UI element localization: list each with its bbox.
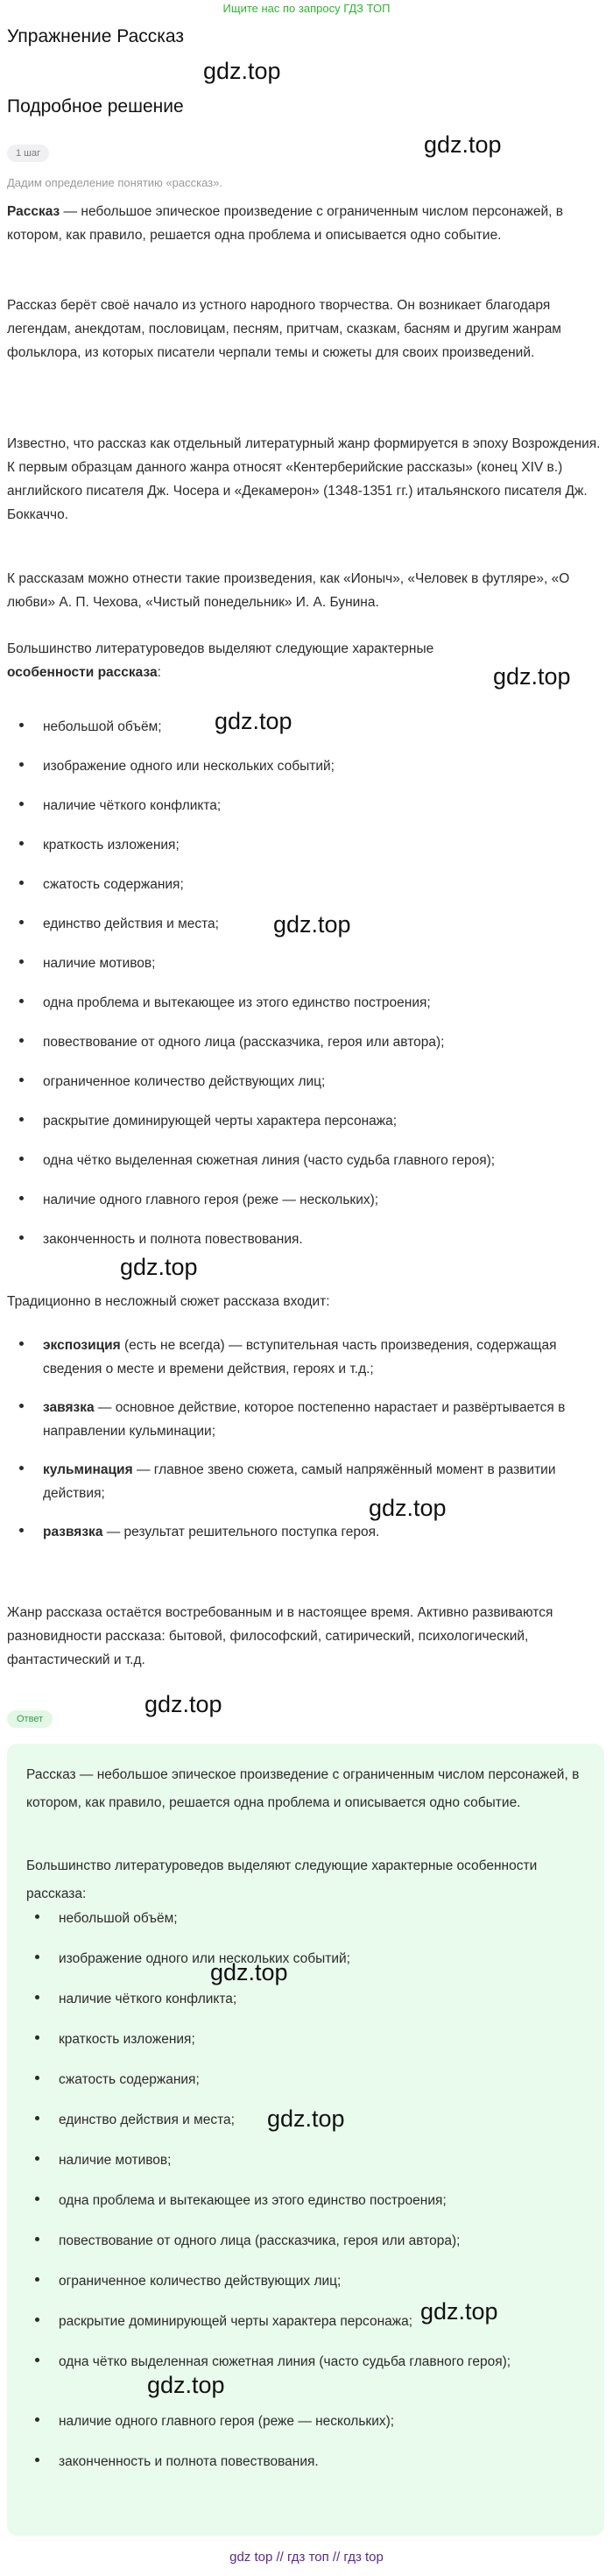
watermark: gdz.top [267,2105,345,2132]
list-item: небольшой объём; [19,715,597,754]
plot-list [19,1334,597,1559]
watermark: gdz.top [424,131,502,158]
list-item [19,1396,597,1443]
plot-text: — главное звено сюжета, самый напряжённый момент в развитии действия; [43,1462,556,1501]
genre-paragraph: Жанр рассказа остаётся востребованным и в настоящее время. Активно развиваются разновидности рассказа: бытовой, философский, сатирический, психологический, фантастический и т.д. [7,1605,553,1667]
watermark: gdz.top [120,1254,198,1280]
footer-links[interactable]: gdz top // гдз топ // гдз top [229,2550,384,2565]
list-item: сжатость содержания; [19,873,597,912]
list-item: краткость изложения; [19,833,597,873]
list-item: одна проблема и вытекающее из этого единство построения; [19,991,597,1030]
list-item: единство действия и места; [35,2108,578,2148]
watermark: gdz.top [144,1691,222,1717]
list-item [19,1520,597,1544]
list-item [19,1458,597,1505]
watermark: gdz.top [203,58,281,84]
watermark: gdz.top [147,2372,225,2398]
list-item: сжатость содержания; [35,2068,578,2108]
answer-box [7,1744,604,2536]
list-item: наличие одного главного героя (реже — нескольких); [35,2410,578,2450]
list-item: раскрытие доминирующей черты характера персонажа; [19,1109,597,1149]
list-item: изображение одного или нескольких событий; [19,754,597,794]
definition-text: — небольшое эпическое произведение с ограниченным числом персонажей, в котором, как правило, решается одна проблема и описывается одно событие. [7,204,563,243]
history-paragraph: Известно, что рассказ как отдельный литературный жанр формируется в эпоху Возрождения. К первым образцам данного жанра относят «Кентерберийские рассказы» (конец XIV в.) английского писателя Дж. Чосера и «Декамерон» (1348-1351 гг.) итальянского писателя Дж. Боккаччо. [7,436,601,522]
list-item: наличие одного главного героя (реже — нескольких); [19,1188,597,1228]
list-item: наличие мотивов; [19,952,597,991]
features-lead-bold: особенности рассказа [7,665,158,680]
answer-features-list [35,1907,578,2490]
answer-badge: Ответ [7,1710,53,1728]
list-item: наличие чёткого конфликта; [35,1987,578,2028]
watermark: gdz.top [215,708,292,734]
list-item: единство действия и места; [19,912,597,952]
list-item: законченность и полнота повествования. [19,1228,597,1267]
section-title: Подробное решение [7,96,184,117]
plot-text: — основное действие, которое постепенно нарастает и развёртывается в направлении кульминации; [43,1400,566,1439]
plot-term: кульминация [43,1462,133,1477]
watermark: gdz.top [369,1495,447,1521]
list-item: законченность и полнота повествования. [35,2450,578,2490]
list-item: одна чётко выделенная сюжетная линия (часто судьба главного героя); [19,1149,597,1188]
origin-paragraph: Рассказ берёт своё начало из устного народного творчества. Он возникает благодаря легендам, анекдотам, пословицам, песням, притчам, сказкам, басням и другим жанрам фольклора, из которых писатели черпали темы и сюжеты для своих произведений. [7,298,561,360]
list-item: одна чётко выделенная сюжетная линия (часто судьба главного героя); [35,2350,578,2410]
list-item: небольшой объём; [35,1907,578,1947]
list-item: повествование от одного лица (рассказчика, героя или автора); [19,1030,597,1070]
list-item: наличие чёткого конфликта; [19,794,597,833]
list-item: ограниченное количество действующих лиц; [35,2269,578,2310]
list-item [19,1334,597,1381]
step-chip: 1 шаг [7,145,49,162]
colon: : [157,665,161,680]
answer-intro: Рассказ — небольшое эпическое произведение с ограниченным числом персонажей, в котором, как правило, решается одна проблема и описывается одно событие. [26,1767,580,1810]
watermark: gdz.top [420,2298,498,2325]
plot-text: (есть не всегда) — вступительная часть произведения, содержащая сведения о месте и времени действия, героях и т.д.; [43,1338,557,1376]
term-bold: Рассказ [7,204,60,219]
list-item: раскрытие доминирующей черты характера персонажа; [35,2310,578,2350]
watermark: gdz.top [493,663,571,690]
plot-term: развязка [43,1525,103,1539]
list-item: наличие мотивов; [35,2148,578,2189]
list-item: одна проблема и вытекающее из этого единство построения; [35,2189,578,2229]
list-item: краткость изложения; [35,2028,578,2068]
plot-lead-paragraph: Традиционно в несложный сюжет рассказа входит: [7,1294,330,1309]
answer-lead: Большинство литературоведов выделяют следующие характерные особенности рассказа: [26,1858,538,1901]
page-title: Упражнение Рассказ [7,26,185,46]
list-item: ограниченное количество действующих лиц; [19,1070,597,1109]
step-note: Дадим определение понятию «рассказ». [7,176,222,189]
features-list [19,715,597,1267]
plot-term: завязка [43,1400,95,1415]
examples-paragraph: К рассказам можно отнести такие произведения, как «Ионыч», «Человек в футляре», «О любви» А. П. Чехова, «Чистый понедельник» И. А. Бунина. [7,571,570,610]
watermark: gdz.top [210,1959,288,1985]
features-lead-text: Большинство литературоведов выделяют следующие характерные [7,641,434,656]
plot-term: экспозиция [43,1338,121,1353]
list-item: изображение одного или нескольких событий; [35,1947,578,1987]
plot-text: — результат решительного поступка героя. [102,1525,380,1539]
watermark: gdz.top [273,911,351,938]
definition-paragraph [7,200,602,247]
search-hint-link[interactable]: Ищите нас по запросу ГДЗ ТОП [222,2,391,15]
list-item: повествование от одного лица (рассказчика, героя или автора); [35,2229,578,2269]
